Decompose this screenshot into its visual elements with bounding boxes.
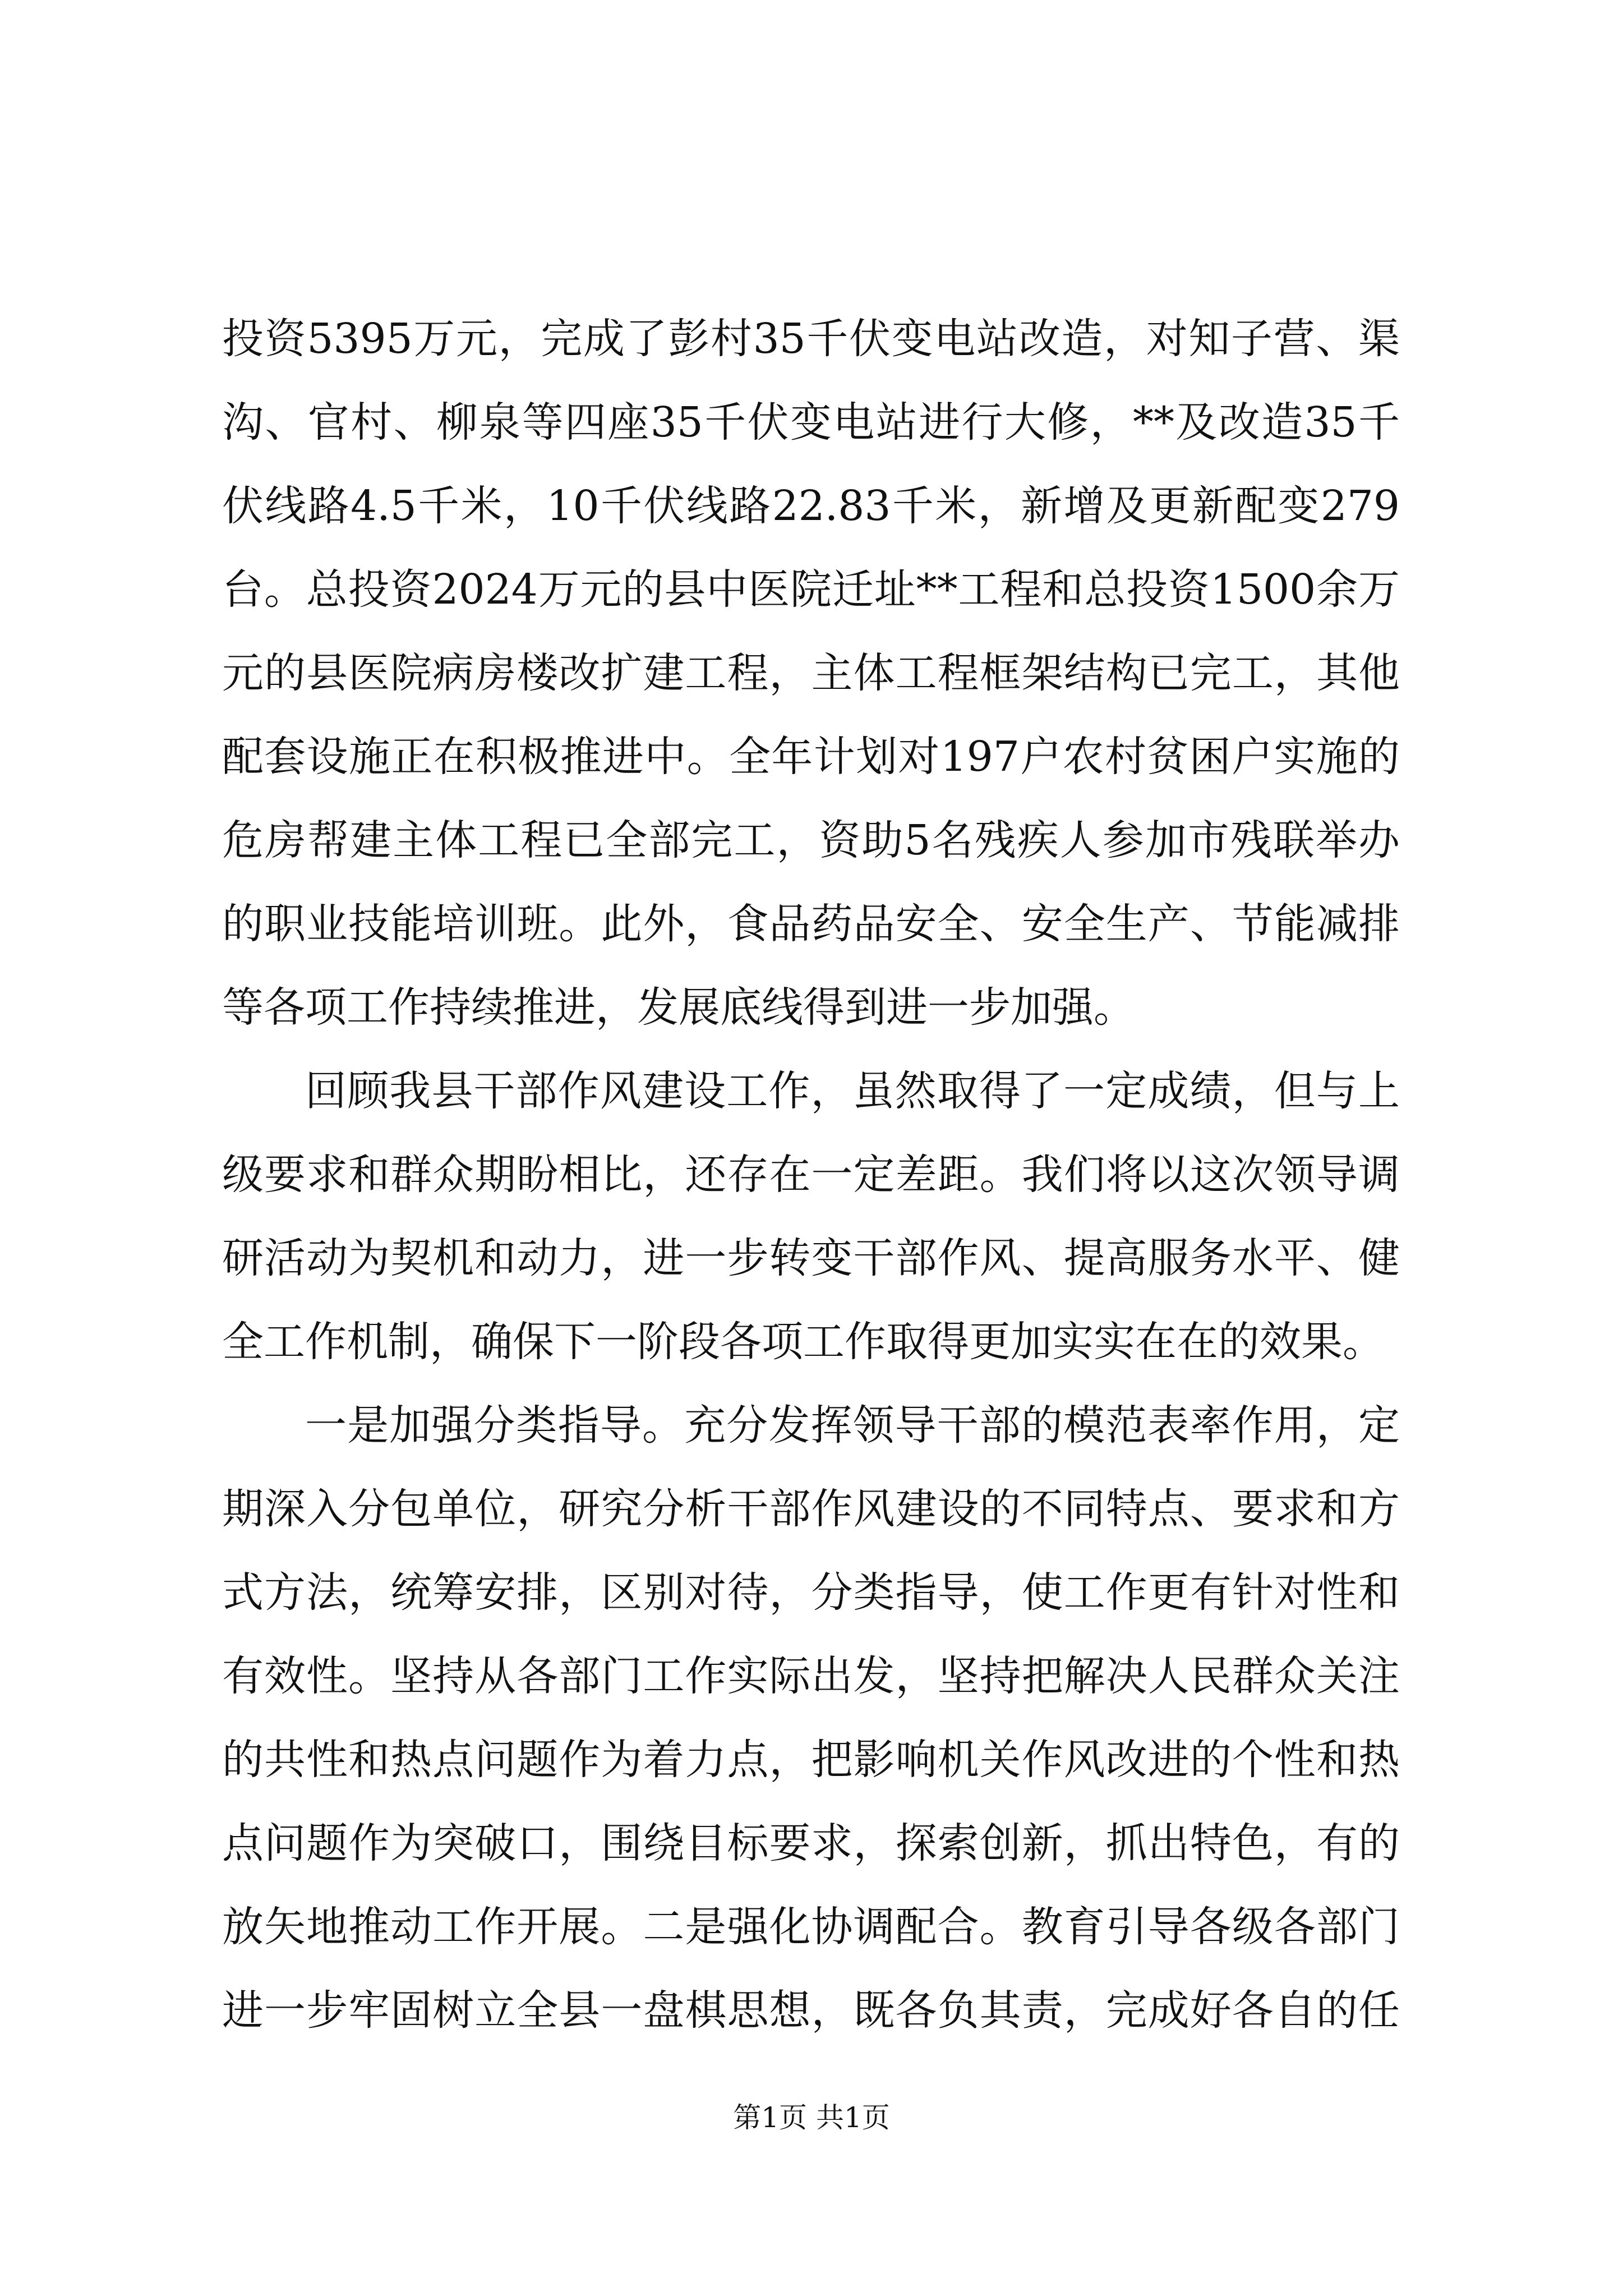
text-line: 元的县医院病房楼改扩建工程，主体工程框架结构已完工，其他 xyxy=(222,649,1400,697)
text-line: 式方法，统筹安排，区别对待，分类指导，使工作更有针对性和 xyxy=(222,1568,1400,1617)
text-line: 的职业技能培训班。此外，食品药品安全、安全生产、节能减排 xyxy=(222,900,1400,948)
text-line: 放矢地推动工作开展。二是强化协调配合。教育引导各级各部门 xyxy=(222,1903,1400,1951)
page-footer: 第1页 共1页 xyxy=(733,2101,890,2134)
text-line: 沟、官村、柳泉等四座35千伏变电站进行大修，**及改造35千 xyxy=(222,398,1400,447)
text-line: 进一步牢固树立全县一盘棋思想，既各负其责，完成好各自的任 xyxy=(222,1986,1400,2035)
text-line: 期深入分包单位，研究分析干部作风建设的不同特点、要求和方 xyxy=(222,1485,1400,1533)
text-line: 级要求和群众期盼相比，还存在一定差距。我们将以这次领导调 xyxy=(222,1151,1400,1199)
text-line: 投资5395万元，完成了彭村35千伏变电站改造，对知子营、渠 xyxy=(222,315,1400,363)
text-line: 有效性。坚持从各部门工作实际出发，坚持把解决人民群众关注 xyxy=(222,1652,1400,1700)
text-line: 点问题作为突破口，围绕目标要求，探索创新，抓出特色，有的 xyxy=(222,1819,1400,1867)
text-line: 的共性和热点问题作为着力点，把影响机关作风改进的个性和热 xyxy=(222,1736,1400,1784)
text-line: 研活动为契机和动力，进一步转变干部作风、提高服务水平、健 xyxy=(222,1234,1400,1282)
text-line: 危房帮建主体工程已全部完工，资助5名残疾人参加市残联举办 xyxy=(222,816,1400,864)
paragraph-first-line: 一是加强分类指导。充分发挥领导干部的模范表率作用，定 xyxy=(305,1401,1400,1450)
document-body xyxy=(222,297,1400,2053)
text-line: 配套设施正在积极推进中。全年计划对197户农村贫困户实施的 xyxy=(222,733,1400,781)
text-line: 全工作机制，确保下一阶段各项工作取得更加实实在在的效果。 xyxy=(222,1318,1384,1366)
text-line: 台。总投资2024万元的县中医院迁址**工程和总投资1500余万 xyxy=(222,565,1400,614)
text-line: 伏线路4.5千米，10千伏线路22.83千米，新增及更新配变279 xyxy=(222,482,1400,530)
paragraph-first-line: 回顾我县干部作风建设工作，虽然取得了一定成绩，但与上 xyxy=(305,1067,1400,1115)
text-line: 等各项工作持续推进，发展底线得到进一步加强。 xyxy=(222,983,1135,1032)
